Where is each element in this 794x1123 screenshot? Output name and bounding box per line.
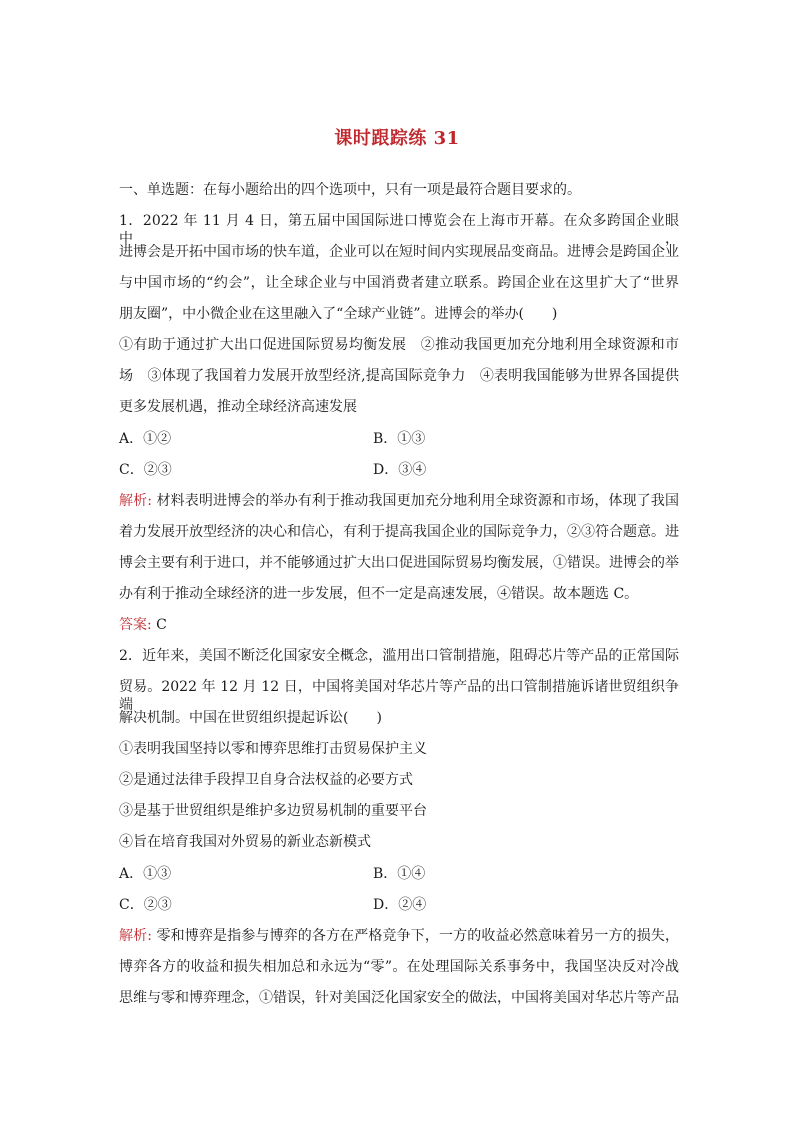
q2-analysis-label: 解析: [119,928,152,944]
q1-statement-line: 场 ③体现了我国着力发展开放型经济,提高国际竞争力 ④表明我国能够为世界各国提供 [119,368,679,384]
q2-option-a: A．①③ [119,866,172,882]
q1-analysis-line: 博会主要有利于进口，并不能够通过扩大出口促进国际贸易均衡发展，①错误。进博会的举 [119,555,679,571]
q1-analysis-line: 着力发展开放型经济的决心和信心，有利于提高我国企业的国际竞争力，②③符合题意。进 [119,524,679,540]
q2-option-c: C．②③ [119,897,172,913]
q2-option-d: D．②④ [373,897,427,913]
q1-analysis-label: 解析: [119,493,152,509]
q1-answer-value: C [151,617,167,633]
q2-statement-line: ④旨在培育我国对外贸易的新业态新模式 [119,834,371,850]
q2-analysis-line: 思维与零和博弈理念，①错误，针对美国泛化国家安全的做法，中国将美国对华芯片等产品 [119,990,679,1006]
q1-stem-line: 与中国市场的“约会”，让全球企业与中国消费者建立联系。跨国企业在这里扩大了“世界 [119,275,679,291]
q2-analysis-line [119,927,679,945]
q1-analysis-line: 办有利于推动全球经济的进一步发展，但不一定是高速发展，④错误。故本题选 C。 [119,586,639,602]
q1-option-b: B．①③ [373,431,426,447]
q2-stem-line: 2．近年来，美国不断泛化国家安全概念，滥用出口管制措施，阻碍芯片等产品的正常国际 [119,648,679,664]
section-header: 一、单选题：在每小题给出的四个选项中，只有一项是最符合题目要求的。 [119,182,581,198]
q1-analysis-line [119,492,679,510]
q1-analysis-text: 材料表明进博会的举办有利于推动我国更加充分地利用全球资源和市场，体现了我国 [151,493,679,509]
q1-option-a: A．①② [119,431,172,447]
q2-analysis-text: 零和博弈是指参与博弈的各方在严格竞争下，一方的收益必然意味着另一方的损失， [151,928,679,944]
q1-answer-label: 答案: [119,617,152,633]
q2-stem-line: 贸易。2022 年 12 月 12 日，中国将美国对华芯片等产品的出口管制措施诉诸世贸组织争端 [119,679,679,713]
q2-statement-line: ①表明我国坚持以零和博弈思维打击贸易保护主义 [119,741,427,757]
q1-stem-line: 1．2022 年 11 月 4 日，第五届中国国际进口博览会在上海市开幕。在众多跨国企业眼中， [119,213,679,247]
q1-answer [119,616,679,634]
q1-stem-line: 朋友圈”，中小微企业在这里融入了“全球产业链”。进博会的举办( ) [119,306,558,322]
q2-stem-line: 解决机制。中国在世贸组织提起诉讼( ) [119,710,382,726]
q1-statement-line: ①有助于通过扩大出口促进国际贸易均衡发展 ②推动我国更加充分地利用全球资源和市 [119,337,679,353]
q2-analysis-line: 博弈各方的收益和损失相加总和永远为“零”。在处理国际关系事务中，我国坚决反对冷战 [119,959,679,975]
q2-statement-line: ②是通过法律手段捍卫自身合法权益的必要方式 [119,772,413,788]
q1-stem-line: 进博会是开拓中国市场的快车道，企业可以在短时间内实现展品变商品。进博会是跨国企业 [119,244,679,260]
page-title: 课时跟踪练 31 [334,128,460,149]
q2-statement-line: ③是基于世贸组织是维护多边贸易机制的重要平台 [119,803,427,819]
q1-option-d: D．③④ [373,462,427,478]
q1-statement-line: 更多发展机遇，推动全球经济高速发展 [119,399,357,415]
q1-option-c: C．②③ [119,462,172,478]
q2-option-b: B．①④ [373,866,426,882]
